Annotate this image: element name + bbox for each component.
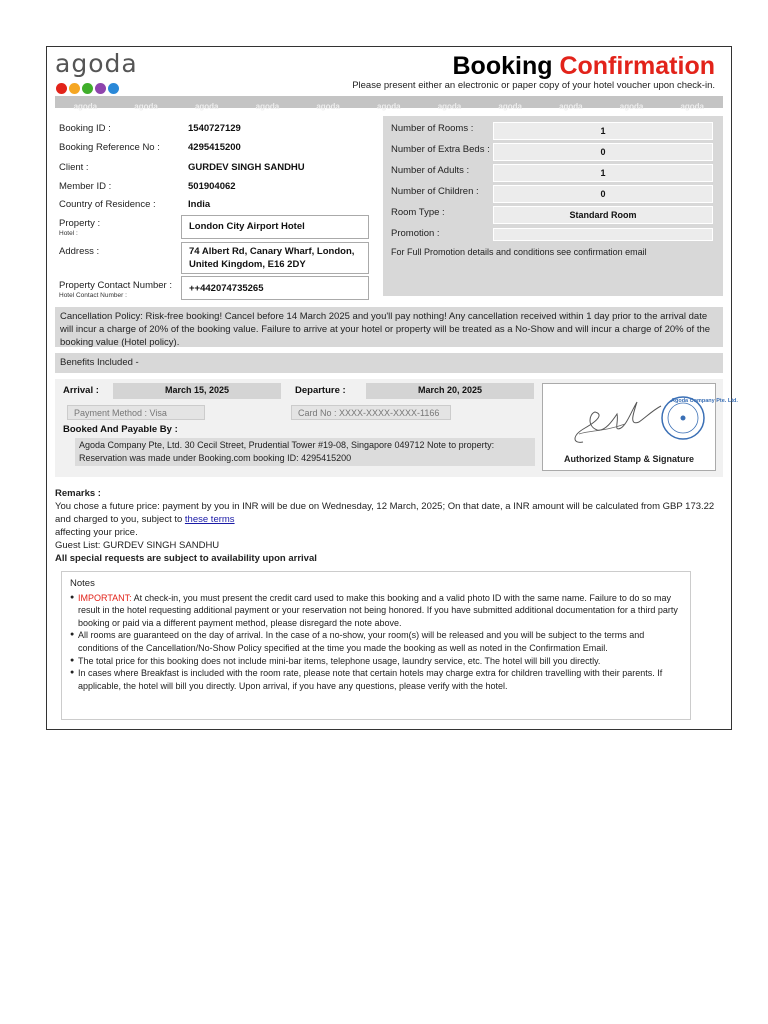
stamp-caption: Authorized Stamp & Signature	[563, 454, 694, 464]
extra-beds-value: 0	[493, 143, 713, 161]
client-value: GURDEV SINGH SANDHU	[188, 162, 305, 173]
band-text: agoda	[559, 102, 583, 111]
arrival-label: Arrival :	[63, 385, 99, 396]
title-booking: Booking	[452, 52, 553, 80]
logo-dot	[69, 83, 80, 94]
logo-dot	[82, 83, 93, 94]
payment-method: Payment Method : Visa	[67, 405, 205, 420]
client-label: Client :	[59, 162, 89, 173]
logo-dot	[108, 83, 119, 94]
property-label	[59, 218, 100, 237]
band-text: agoda	[437, 102, 462, 111]
country-label: Country of Residence :	[59, 199, 156, 210]
stay-panel	[55, 379, 738, 477]
band-text: agoda	[377, 102, 401, 111]
country-value: India	[188, 199, 211, 210]
band-text: agoda	[619, 102, 644, 111]
notes-list	[70, 592, 682, 693]
note-text: At check-in, you must present the credit card used to make this booking and a valid photo ID with the same name. Failure to do so may result in the hotel requesting additional payment or your reservation not being honored. If you have submitted additional documentation for a third party booking or paid via a different payment method, please disregard the note above.	[78, 592, 678, 628]
contact-label-text: Property Contact Number :	[59, 280, 172, 291]
logo-dot	[95, 83, 106, 94]
card-number: Card No : XXXX-XXXX-XXXX-1166	[291, 405, 451, 420]
booking-ref-label: Booking Reference No :	[59, 142, 160, 153]
rooms-value: 1	[493, 122, 713, 140]
notes-section	[61, 571, 691, 720]
address-label: Address :	[59, 246, 100, 257]
children-value: 0	[493, 185, 713, 203]
cancellation-policy: Cancellation Policy: Risk-free booking! Cancel before 14 March 2025 and you'll pay nothing! Any cancellation received within 1 day prior to the arrival date will incur a charge of 20% of the booking value. Failure to arrive at your hotel or property will be treated as a No-Show and will incur a charge of 20% of the booking value (Hotel policy).	[55, 307, 723, 347]
contact-value: ++442074735265	[181, 276, 369, 300]
remarks-text	[55, 500, 723, 539]
band-text: agoda	[255, 102, 280, 111]
band-text: agoda	[680, 102, 704, 111]
room-details-panel	[383, 116, 723, 296]
room-type-value: Standard Room	[493, 206, 713, 224]
these-terms-link[interactable]: these terms	[184, 514, 235, 525]
address-value: 74 Albert Rd, Canary Wharf, London, United Kingdom, E16 2DY	[181, 242, 369, 274]
agoda-logo: agoda	[55, 49, 138, 78]
title-confirmation: Confirmation	[559, 52, 715, 80]
stamp-text: Agoda Company Pte. Ltd.	[671, 398, 738, 404]
promotion-value	[493, 228, 713, 241]
booking-id-label: Booking ID :	[59, 123, 111, 134]
note-item	[70, 592, 682, 630]
band-text: agoda	[194, 102, 219, 111]
arrival-value: March 15, 2025	[113, 383, 281, 399]
logo-dot	[56, 83, 67, 94]
note-item: ● The total price for this booking does not include mini-bar items, telephone usage, laundry service, etc. The hotel will bill you directly.	[70, 655, 682, 668]
note-item: ● All rooms are guaranteed on the day of arrival. In the case of a no-show, your room(s) will be released and you will be subject to the terms and conditions of the Cancellation/No-Show Policy specified at the time you made the booking as well as noted in the Confirmation Email.	[70, 629, 682, 654]
children-label: Number of Children :	[391, 186, 479, 197]
stamp-signature-box	[542, 383, 738, 471]
special-requests: All special requests are subject to availability upon arrival	[55, 553, 317, 564]
extra-beds-label: Number of Extra Beds :	[391, 144, 490, 155]
important-tag: IMPORTANT:	[78, 592, 132, 603]
property-value: London City Airport Hotel	[181, 215, 369, 239]
guest-list: Guest List: GURDEV SINGH SANDHU	[55, 540, 220, 551]
notes-heading: Notes	[70, 578, 95, 589]
booking-voucher	[46, 46, 738, 730]
booked-by-value: Agoda Company Pte, Ltd. 30 Cecil Street, Prudential Tower #19-08, Singapore 049712 Note to property: Reservation was made under Booking.com booking ID: 4295415200	[75, 438, 535, 466]
brand-band	[55, 96, 723, 111]
signature-stamp-image	[543, 384, 738, 454]
remarks-price-tail: affecting your price.	[55, 527, 138, 538]
member-id-label: Member ID :	[59, 181, 112, 192]
remarks-section	[55, 487, 723, 565]
band-text: agoda	[73, 102, 98, 111]
promotion-note: For Full Promotion details and conditions see confirmation email	[391, 247, 647, 257]
property-label-text: Property :	[59, 218, 101, 229]
page-title	[453, 52, 716, 81]
band-text: agoda	[498, 102, 522, 111]
promotion-label: Promotion :	[391, 228, 440, 239]
rooms-label: Number of Rooms :	[391, 123, 474, 134]
band-text: agoda	[134, 102, 158, 111]
note-item: ● In cases where Breakfast is included with the room rate, please note that certain hotels may charge extra for children travelling with their parents. If applicable, the hotel will bill you directly. Upon arrival, if you have any questions, please verify with the hotel.	[70, 667, 682, 692]
contact-sublabel: Hotel Contact Number :	[59, 292, 127, 299]
booking-ref-value: 4295415200	[188, 142, 241, 153]
property-sublabel: Hotel :	[59, 230, 78, 237]
member-id-value: 501904062	[188, 181, 236, 192]
departure-label: Departure :	[295, 385, 346, 396]
adults-value: 1	[493, 164, 713, 182]
benefits-included: Benefits Included -	[55, 353, 723, 373]
band-text: agoda	[316, 102, 340, 111]
remarks-price-text: You chose a future price: payment by you in INR will be due on Wednesday, 12 March, 2025; On that date, a INR amount will be calculated from GBP 173.22 and charged to you, subject to	[55, 501, 715, 525]
departure-value: March 20, 2025	[366, 383, 534, 399]
page-subtitle: Please present either an electronic or paper copy of your hotel voucher upon check-in.	[352, 80, 715, 91]
contact-label	[59, 280, 172, 299]
booking-id-value: 1540727129	[188, 123, 241, 134]
booked-by-label: Booked And Payable By :	[63, 424, 178, 435]
adults-label: Number of Adults :	[391, 165, 470, 176]
remarks-heading: Remarks :	[55, 488, 101, 499]
room-type-label: Room Type :	[391, 207, 445, 218]
